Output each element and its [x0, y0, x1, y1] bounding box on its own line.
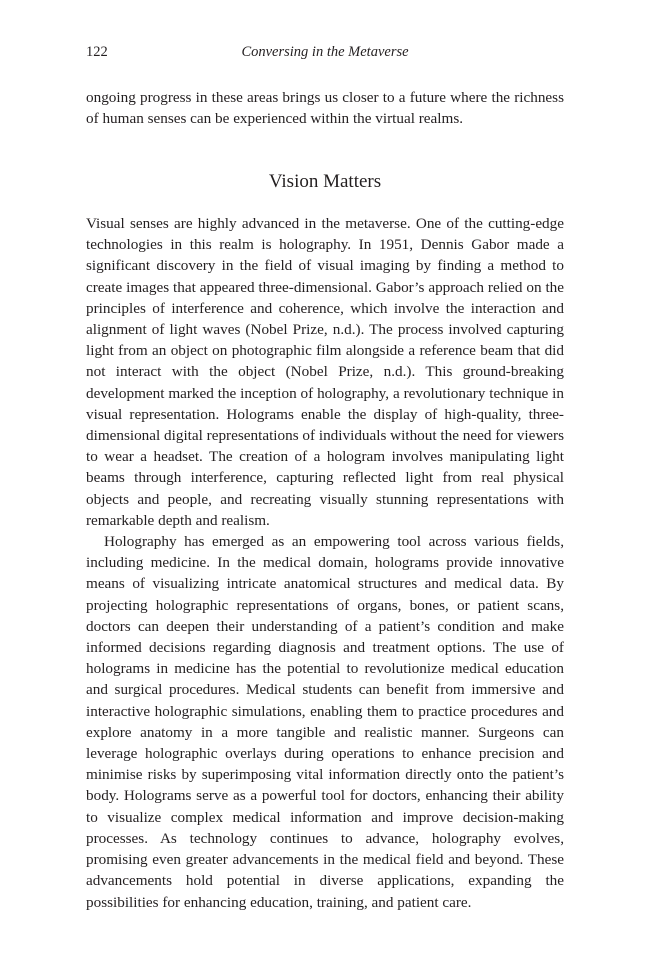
running-title: Conversing in the Metaverse — [241, 44, 409, 60]
continued-paragraph: ongoing progress in these areas brings us closer to a future where the richness of human senses can be experienced within the virtual realms. — [86, 89, 564, 128]
continued-paragraph-block — [86, 87, 564, 129]
section-body — [86, 213, 564, 913]
page-number: 122 — [86, 44, 108, 60]
body-paragraph-2: Holography has emerged as an empowering tool across various fields, including medicine. In the medical domain, holograms provide innovative means of visualizing intricate anatomical structures and medical data. By projecting holographic representations of organs, bones, or patient scans, doctors can deepen their understanding of a patient’s condition and make informed decisions regarding diagnosis and treatment options. The use of holograms in medicine has the potential to revolutionize medical education and surgical procedures. Medical students can benefit from immersive and interactive holographic simulations, enabling them to practice procedures and explore anatomy in a more tangible and realistic manner. Surgeons can leverage holographic overlays during operations to enhance precision and minimise risks by superimposing vital information directly onto the patient’s body. Holograms serve as a powerful tool for doctors, enhancing their ability to visualize complex medical information and improve decision-making processes. As technology continues to advance, holography evolves, promising even greater advancements in the medical field and beyond. These advancements hold potential in diverse applications, expanding the possibilities for enhancing education, training, and patient care. — [86, 533, 564, 911]
running-head — [86, 44, 564, 64]
section-heading: Vision Matters — [268, 171, 382, 192]
body-paragraph-1: Visual senses are highly advanced in the metaverse. One of the cutting-edge technologies in this realm is holography. In 1951, Dennis Gabor made a significant discovery in the field of visual imaging by finding a method to create images that appeared three-dimensional. Gabor’s approach relied on the principles of interference and coherence, which involve the interaction and alignment of light waves (Nobel Prize, n.d.). The process involved capturing light from an object on photographic film alongside a reference beam that did not interact with the object (Nobel Prize, n.d.). This ground-breaking development marked the inception of holography, a revolutionary technique in visual representation. Holograms enable the display of high-quality, three-dimensional digital representations of individuals without the need for viewers to wear a headset. The creation of a hologram involves manipulating light beams through interference, capturing reflected light from real physical objects and people, and recreating visually stunning representations with remarkable depth and realism. — [86, 215, 564, 529]
